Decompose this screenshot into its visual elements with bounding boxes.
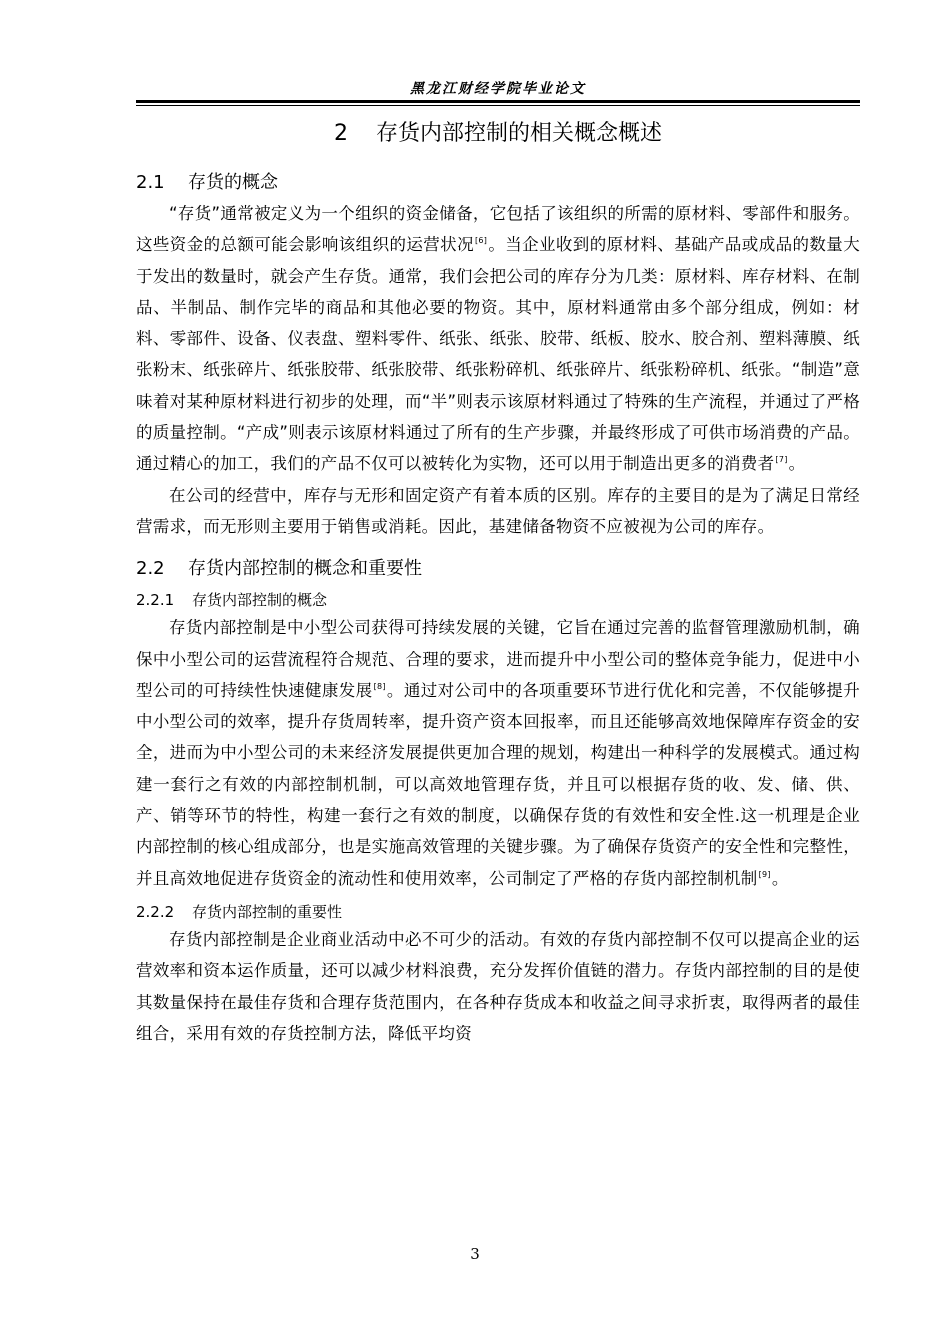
header-rule-thick (136, 100, 860, 103)
page-body (136, 112, 860, 1049)
paragraph-text: 。 (771, 868, 789, 888)
paragraph-text: 在公司的经营中，库存与无形和固定资产有着本质的区别。库存的主要目的是为了满足日常经营需求，而无形则主要用于销售或消耗。因此，基建储备物资不应被视为公司的库存。 (136, 485, 860, 536)
section-number: 2.1 (136, 172, 165, 193)
citation-ref: [9] (758, 869, 771, 879)
paragraph (136, 612, 860, 894)
subsection-number: 2.2.2 (136, 902, 175, 921)
paragraph-text: “存货”通常被定义为一个组织的资金储备，它包括了该组织的所需的原材料、零部件和服务。这些资金的总额可能会影响该组织的运营状况 (136, 204, 860, 255)
paragraph-text: 存货内部控制是中小型公司获得可持续发展的关键，它旨在通过完善的监督管理激励机制，确保中小型公司的运营流程符合规范、合理的要求，进而提升中小型公司的整体竞争能力，促进中小型公司的可持续性快速健康发展 (136, 618, 860, 700)
paragraph-text: 。 (788, 454, 806, 474)
subsection-heading-2-2-2 (136, 900, 860, 924)
section-heading-2-1 (136, 170, 860, 196)
page-number: 3 (470, 1245, 480, 1263)
subsection-number: 2.2.1 (136, 591, 175, 610)
section-title: 存货的概念 (188, 172, 278, 193)
section-title: 存货内部控制的概念和重要性 (188, 558, 422, 580)
paragraph-text: 。通过对公司中的各项重要环节进行优化和完善，不仅能够提升中小型公司的效率，提升存货周转率，提升资产资本回报率，而且还能够高效地保障库存资金的安全，进而为中小型公司的未来经济发展提供更加合理的规划，构建出一种科学的发展模式。通过构建一套行之有效的内部控制机制，可以高效地管理存货，并且可以根据存货的收、发、储、供、产、销等环节的特性，构建一套行之有效的制度，以确保存货的有效性和安全性.这一机理是企业内部控制的核心组成部分，也是实施高效管理的关键步骤。为了确保存货资产的安全性和完整性，并且高效地促进存货资金的流动性和使用效率，公司制定了严格的存货内部控制机制 (136, 680, 860, 888)
subsection-title: 存货内部控制的概念 (192, 591, 328, 610)
header-rule-thin (136, 105, 860, 106)
section-number: 2.2 (136, 558, 165, 580)
paragraph (136, 924, 860, 1049)
paragraph (136, 480, 860, 543)
chapter-heading (136, 112, 860, 156)
running-header: 黑龙江财经学院毕业论文 (410, 81, 586, 97)
paragraph-text: 存货内部控制是企业商业活动中必不可少的活动。有效的存货内部控制不仅可以提高企业的运营效率和资本运作质量，还可以减少材料浪费，充分发挥价值链的潜力。存货内部控制的目的是使其数量保持在最佳存货和合理存货范围内，在各种存货成本和收益之间寻求折衷，取得两者的最佳组合，采用有效的存货控制方法，降低平均资 (136, 929, 860, 1043)
paragraph-text: 。当企业收到的原材料、基础产品或成品的数量大于发出的数量时，就会产生存货。通常，我们会把公司的库存分为几类：原材料、库存材料、在制品、半制品、制作完毕的商品和其他必要的物资。其中，原材料通常由多个部分组成，例如：材料、零部件、设备、仪表盘、塑料零件、纸张、纸张、胶带、纸板、胶水、胶合剂、塑料薄膜、纸张粉末、纸张碎片、纸张胶带、纸张胶带、纸张粉碎机、纸张碎片、纸张粉碎机、纸张。“制造”意味着对某种原材料进行初步的处理，而“半”则表示该原材料通过了特殊的生产流程，并通过了严格的质量控制。“产成”则表示该原材料通过了所有的生产步骤，并最终形成了可供市场消费的产品。通过精心的加工，我们的产品不仅可以被转化为实物，还可以用于制造出更多的消费者 (136, 235, 860, 474)
subsection-title: 存货内部控制的重要性 (192, 902, 343, 921)
citation-ref: [8] (373, 681, 386, 691)
citation-ref: [7] (775, 455, 788, 465)
section-heading-2-2 (136, 556, 860, 582)
paragraph (136, 198, 860, 480)
subsection-heading-2-2-1 (136, 588, 860, 612)
citation-ref: [6] (474, 236, 488, 246)
chapter-title: 存货内部控制的相关概念概述 (375, 121, 662, 146)
chapter-number: 2 (333, 121, 348, 146)
